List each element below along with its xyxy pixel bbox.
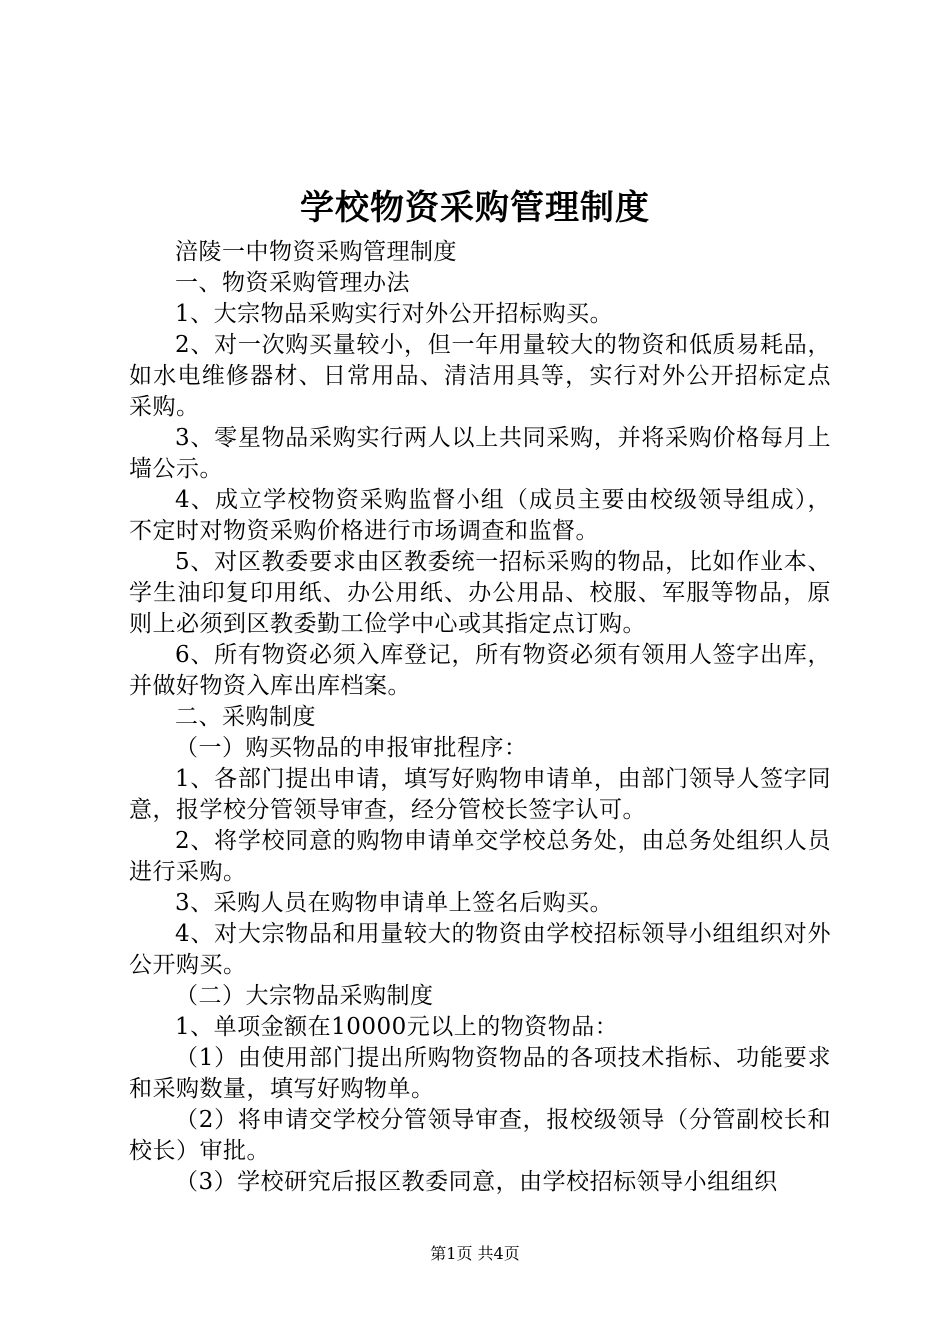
paragraph: 一、物资采购管理办法: [175, 270, 410, 296]
paragraph: （2）将申请交学校分管领导审查，报校级领导（分管副校长和校长）审批。: [129, 1107, 831, 1164]
paragraph: 2、对一次购买量较小，但一年用量较大的物资和低质易耗品，如水电维修器材、日常用品、清洁用具等，实行对外公开招标定点采购。: [129, 332, 831, 420]
paragraph: （二）大宗物品采购制度: [175, 983, 434, 1009]
paragraph: （3）学校研究后报区教委同意，由学校招标领导小组组织: [175, 1169, 778, 1195]
page-footer: 第1页 共4页: [430, 1244, 520, 1263]
paragraph: 2、将学校同意的购物申请单交学校总务处，由总务处组织人员进行采购。: [129, 828, 831, 885]
document-body: [129, 237, 831, 1198]
paragraph: 二、采购制度: [175, 704, 316, 730]
paragraph: 涪陵一中物资采购管理制度: [175, 239, 457, 265]
paragraph: 1、单项金额在10000元以上的物资物品：: [175, 1014, 619, 1040]
paragraph: 4、成立学校物资采购监督小组（成员主要由校级领导组成），不定时对物资采购价格进行市场调查和监督。: [129, 487, 831, 544]
paragraph: 3、采购人员在购物申请单上签名后购买。: [175, 890, 614, 916]
paragraph: 1、大宗物品采购实行对外公开招标购买。: [175, 301, 614, 327]
paragraph: 3、零星物品采购实行两人以上共同采购，并将采购价格每月上墙公示。: [129, 425, 831, 482]
paragraph: 6、所有物资必须入库登记，所有物资必须有领用人签字出库，并做好物资入库出库档案。: [129, 642, 831, 699]
paragraph: （一）购买物品的申报审批程序：: [175, 735, 528, 761]
paragraph: 4、对大宗物品和用量较大的物资由学校招标领导小组组织对外公开购买。: [129, 921, 831, 978]
document-title: 学校物资采购管理制度: [300, 188, 650, 228]
paragraph: 5、对区教委要求由区教委统一招标采购的物品，比如作业本、学生油印复印用纸、办公用纸、办公用品、校服、军服等物品，原则上必须到区教委勤工俭学中心或其指定点订购。: [129, 549, 831, 637]
paragraph: （1）由使用部门提出所购物资物品的各项技术指标、功能要求和采购数量，填写好购物单。: [129, 1045, 831, 1102]
paragraph: 1、各部门提出申请，填写好购物申请单，由部门领导人签字同意，报学校分管领导审查，经分管校长签字认可。: [129, 766, 831, 823]
